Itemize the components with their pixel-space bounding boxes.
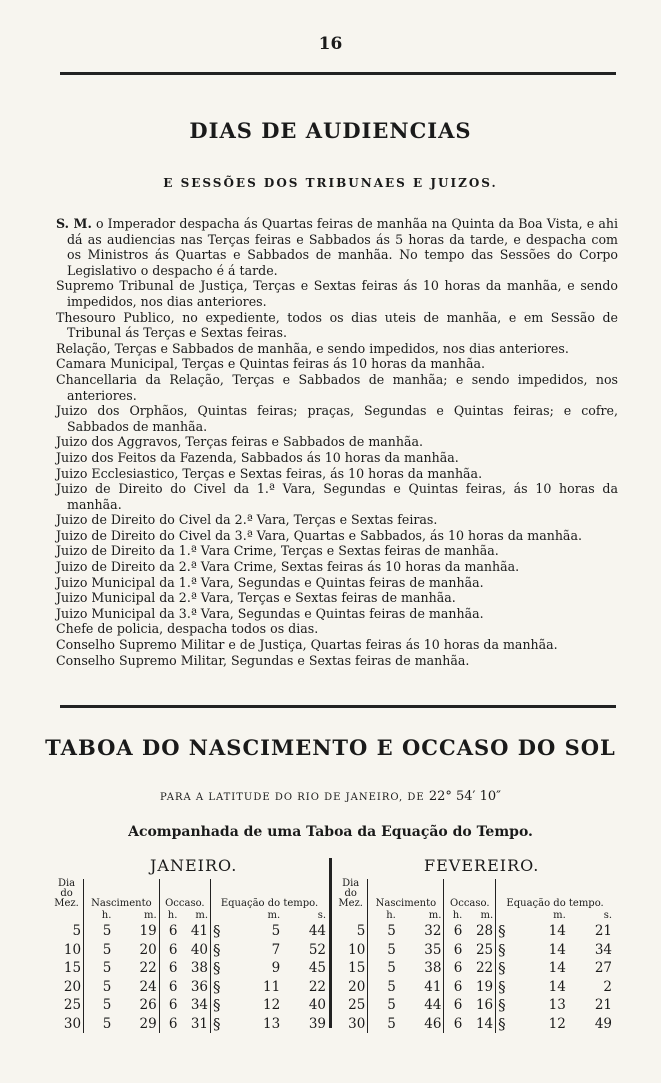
dia-cell: 10: [63, 941, 82, 958]
nascimento-h-cell: 5: [84, 959, 114, 978]
unit-m: m.: [553, 910, 566, 921]
audiencia-entry: [56, 528, 618, 544]
audiencia-entry: [56, 543, 618, 559]
dia-header-do: do: [344, 888, 357, 899]
nascimento-h-cell: 5: [84, 996, 114, 1015]
dia-header-mez: Mez.: [338, 898, 363, 909]
equacao-m-cell: 12: [262, 997, 281, 1013]
unit-m: m.: [480, 910, 494, 921]
unit-m: m.: [267, 910, 281, 921]
latitude-line: [0, 789, 661, 804]
nascimento-m-cell: 29: [139, 1015, 157, 1032]
occaso-header: Occaso.: [159, 879, 210, 909]
table-row: [334, 922, 614, 941]
nascimento-m-cell: 19: [139, 923, 157, 939]
nascimento-m-cell: 22: [139, 960, 157, 976]
nascimento-h-cell: 5: [368, 1015, 398, 1034]
table-row: [50, 941, 328, 960]
unit-m: m.: [428, 910, 442, 921]
equation-symbol: §: [496, 996, 522, 1015]
equacao-s-cell: 21: [594, 923, 612, 939]
occaso-m-cell: 25: [475, 941, 494, 958]
dia-header: [50, 879, 84, 909]
nascimento-m-cell: 24: [139, 978, 157, 995]
audiencia-entry: [56, 653, 618, 669]
entry-text: Juizo dos Orphãos, Quintas feiras; praças, Segundas e Quintas feiras; e cofre, Sabbados de manhãa.: [56, 403, 618, 434]
equation-symbol: §: [496, 959, 522, 978]
equacao-s-cell: 40: [308, 997, 326, 1013]
section-title-audiencias: DIAS DE AUDIENCIAS: [189, 118, 472, 143]
equacao-m-cell: 12: [548, 1015, 566, 1032]
table-row: [50, 996, 328, 1015]
entry-text: Thesouro Publico, no expediente, todos os dias uteis de manhãa, e em Sessão de Tribunal ás Terças e Sextas feiras.: [56, 309, 618, 341]
nascimento-h-cell: 5: [368, 941, 398, 960]
occaso-m-cell: 41: [190, 923, 209, 939]
occaso-h-cell: 6: [444, 959, 464, 978]
entry-text: Relação, Terças e Sabbados de manhãa, e sendo impedidos, nos dias anteriores.: [56, 340, 569, 356]
dia-header-do: do: [60, 888, 73, 899]
equation-symbol: §: [211, 922, 237, 941]
occaso-h-cell: 6: [444, 978, 464, 997]
entry-text: Conselho Supremo Militar e de Justiça, Quartas feiras ás 10 horas da manhãa.: [56, 637, 558, 653]
audiencia-entry: [56, 590, 618, 606]
equacao-header: Equação do tempo.: [496, 879, 614, 909]
month-separator: [329, 858, 332, 1028]
dia-header-dia: Dia: [342, 878, 360, 889]
occaso-h-cell: 6: [444, 1015, 464, 1034]
occaso-m-cell: 19: [475, 978, 494, 995]
audiencia-entry: [56, 481, 618, 512]
equation-symbol: §: [496, 978, 522, 997]
equation-symbol: §: [211, 978, 237, 997]
audiencia-entry: [56, 372, 618, 403]
table-row: [334, 996, 614, 1015]
unit-s: s.: [317, 910, 326, 921]
nascimento-h-cell: 5: [368, 922, 398, 941]
dia-header-dia: Dia: [57, 878, 76, 889]
table-row: [334, 941, 614, 960]
audiencia-entry: [56, 450, 618, 466]
occaso-h-cell: 6: [444, 922, 464, 941]
occaso-h-cell: 6: [159, 996, 179, 1015]
unit-empty: [496, 909, 522, 922]
occaso-header: Occaso.: [444, 879, 496, 909]
equacao-m-cell: 13: [262, 1015, 281, 1032]
audiencia-entry: [56, 310, 618, 341]
equacao-m-cell: 14: [548, 960, 566, 976]
audiencia-entry: [56, 356, 618, 372]
table-row: [334, 1015, 614, 1034]
unit-h: h.: [84, 909, 114, 922]
entry-text: Juizo Municipal da 2.ª Vara, Terças e Sextas feiras de manhãa.: [56, 590, 456, 606]
entry-text: Juizo de Direito da 2.ª Vara Crime, Sextas feiras ás 10 horas da manhãa.: [56, 559, 520, 575]
unit-m: m.: [195, 910, 209, 921]
occaso-h-cell: 6: [159, 922, 179, 941]
equacao-s-cell: 27: [594, 960, 612, 976]
nascimento-header: Nascimento: [368, 879, 444, 909]
sun-table-janeiro: [50, 879, 328, 1033]
unit-m: m.: [144, 910, 157, 921]
nascimento-h-cell: 5: [84, 978, 114, 997]
audiencia-entry: [56, 559, 618, 575]
month-title-janeiro: JANEIRO.: [150, 856, 238, 875]
audiencia-entry: [56, 278, 618, 309]
occaso-m-cell: 31: [190, 1015, 209, 1032]
audiencia-entry: [56, 403, 618, 434]
entry-head: S. M.: [56, 216, 92, 231]
table-row: [334, 959, 614, 978]
audiencia-entry: [56, 637, 618, 653]
equation-symbol: §: [211, 959, 237, 978]
audiencia-entry: [56, 606, 618, 622]
audiencia-entry: [56, 434, 618, 450]
dia-cell: 20: [348, 978, 366, 995]
occaso-h-cell: 6: [444, 996, 464, 1015]
unit-s: s.: [603, 910, 612, 921]
nascimento-h-cell: 5: [368, 996, 398, 1015]
dia-cell: 15: [63, 960, 82, 976]
table-row: [334, 978, 614, 997]
unit-empty: [211, 909, 237, 922]
table-row: [50, 978, 328, 997]
entry-text: Chefe de policia, despacha todos os dias.: [56, 621, 319, 637]
entry-text: Juizo dos Aggravos, Terças feiras e Sabbados de manhãa.: [56, 434, 424, 450]
entry-text: Conselho Supremo Militar, Segundas e Sextas feiras de manhãa.: [56, 652, 470, 668]
nascimento-m-cell: 35: [424, 941, 442, 958]
equacao-m-cell: 14: [548, 941, 566, 958]
equacao-s-cell: 49: [594, 1015, 612, 1032]
equacao-s-cell: 34: [594, 941, 612, 958]
unit-h: h.: [368, 909, 398, 922]
equation-symbol: §: [211, 941, 237, 960]
nascimento-m-cell: 26: [139, 997, 157, 1013]
page-number: 16: [318, 34, 343, 54]
section-title-taboa: TABOA DO NASCIMENTO E OCCASO DO SOL: [45, 735, 616, 760]
unit-empty: [50, 909, 84, 922]
occaso-m-cell: 14: [475, 1015, 494, 1032]
occaso-h-cell: 6: [159, 941, 179, 960]
sun-table-fevereiro: [334, 879, 614, 1033]
nascimento-m-cell: 32: [424, 923, 442, 939]
top-divider: [60, 72, 616, 75]
audiencia-entry: [56, 341, 618, 357]
equacao-m-cell: 11: [262, 978, 281, 995]
nascimento-h-cell: 5: [84, 941, 114, 960]
latitude-prefix: PARA A LATITUDE DO RIO DE JANEIRO, DE: [159, 792, 429, 803]
entry-text: Supremo Tribunal de Justiça, Terças e Sextas feiras ás 10 horas da manhãa, e sendo impedidos, nos dias anteriores.: [56, 278, 618, 309]
occaso-h-cell: 6: [159, 1015, 179, 1034]
equation-symbol: §: [211, 1015, 237, 1034]
unit-h: h.: [444, 909, 464, 922]
audiencia-entry: [56, 575, 618, 591]
occaso-m-cell: 40: [190, 941, 209, 958]
entry-text: Juizo Ecclesiastico, Terças e Sextas feiras, ás 10 horas da manhãa.: [56, 465, 483, 481]
latitude-value: 22° 54′ 10″: [428, 789, 502, 804]
nascimento-m-cell: 38: [424, 960, 442, 976]
equation-subtitle: Acompanhada de uma Taboa da Equação do Tempo.: [128, 824, 533, 840]
audiencia-entry: [56, 466, 618, 482]
section-subtitle-sessoes: E SESSÕES DOS TRIBUNAES E JUIZOS.: [163, 176, 498, 190]
entry-text: Juizo de Direito do Civel da 3.ª Vara, Quartas e Sabbados, ás 10 horas da manhãa.: [56, 527, 582, 543]
dia-cell: 30: [348, 1015, 366, 1032]
audiencia-entry: [56, 512, 618, 528]
entry-text: o Imperador despacha ás Quartas feiras de manhãa na Quinta da Boa Vista, e ahi dá as audiencias nas Terças feiras e Sabbados ás 5 horas da tarde, e despacha com os Ministros ás Quartas e Sabbados de manhãa. No tempo das Sessões do Corpo Legislativo o despacho é á tarde.: [67, 216, 618, 278]
nascimento-m-cell: 44: [424, 997, 442, 1013]
dia-cell: 25: [63, 997, 82, 1013]
equation-symbol: §: [496, 941, 522, 960]
dia-cell: 5: [72, 923, 82, 939]
nascimento-m-cell: 41: [424, 978, 442, 995]
entry-text: Juizo Municipal da 1.ª Vara, Segundas e Quintas feiras de manhãa.: [56, 574, 484, 590]
audiencia-entry: [56, 621, 618, 637]
occaso-h-cell: 6: [159, 959, 179, 978]
occaso-m-cell: 28: [475, 923, 494, 939]
nascimento-h-cell: 5: [368, 959, 398, 978]
occaso-h-cell: 6: [159, 978, 179, 997]
equacao-s-cell: 39: [308, 1015, 326, 1032]
occaso-m-cell: 16: [475, 997, 494, 1013]
unit-empty: [334, 909, 368, 922]
entry-text: Juizo dos Feitos da Fazenda, Sabbados ás 10 horas da manhãa.: [56, 449, 459, 465]
equacao-s-cell: 22: [308, 978, 326, 995]
month-title-fevereiro: FEVEREIRO.: [424, 856, 540, 875]
dia-header-mez: Mez.: [54, 898, 79, 909]
equacao-m-cell: 9: [271, 960, 281, 976]
nascimento-header: Nascimento: [84, 879, 160, 909]
equacao-header: Equação do tempo.: [211, 879, 328, 909]
equacao-s-cell: 45: [308, 960, 326, 976]
nascimento-h-cell: 5: [368, 978, 398, 997]
equacao-m-cell: 14: [548, 923, 566, 939]
dia-header: [334, 879, 368, 909]
dia-cell: 30: [63, 1015, 82, 1032]
dia-cell: 25: [348, 997, 366, 1013]
occaso-m-cell: 36: [190, 978, 209, 995]
audiencia-entry: [56, 216, 618, 278]
equacao-m-cell: 14: [548, 978, 566, 995]
entry-text: Camara Municipal, Terças e Quintas feiras ás 10 horas da manhãa.: [56, 356, 486, 372]
occaso-m-cell: 22: [475, 960, 494, 976]
occaso-m-cell: 38: [190, 960, 209, 976]
dia-cell: 10: [348, 941, 366, 958]
nascimento-h-cell: 5: [84, 922, 114, 941]
table-row: [50, 1015, 328, 1034]
occaso-h-cell: 6: [444, 941, 464, 960]
equation-symbol: §: [496, 922, 522, 941]
entry-text: Juizo de Direito do Civel da 1.ª Vara, Segundas e Quintas feiras, ás 10 horas da manhãa.: [56, 481, 618, 512]
equacao-m-cell: 7: [271, 941, 281, 958]
dia-cell: 5: [356, 923, 366, 939]
equacao-s-cell: 44: [308, 923, 326, 939]
table-row: [50, 922, 328, 941]
occaso-m-cell: 34: [190, 997, 209, 1013]
equacao-s-cell: 2: [603, 978, 612, 995]
entry-text: Juizo Municipal da 3.ª Vara, Segundas e Quintas feiras de manhãa.: [56, 605, 484, 621]
entry-text: Juizo de Direito da 1.ª Vara Crime, Terças e Sextas feiras de manhãa.: [56, 543, 499, 559]
equacao-s-cell: 21: [594, 997, 612, 1013]
equacao-s-cell: 52: [308, 941, 326, 958]
equation-symbol: §: [211, 996, 237, 1015]
equacao-m-cell: 5: [271, 923, 281, 939]
equacao-m-cell: 13: [548, 997, 566, 1013]
nascimento-m-cell: 20: [139, 941, 157, 958]
nascimento-h-cell: 5: [84, 1015, 114, 1034]
audiencias-list: [56, 216, 618, 668]
nascimento-m-cell: 46: [424, 1015, 442, 1032]
entry-text: Juizo de Direito do Civel da 2.ª Vara, Terças e Sextas feiras.: [56, 512, 438, 528]
table-row: [50, 959, 328, 978]
dia-cell: 20: [63, 978, 82, 995]
dia-cell: 15: [348, 960, 366, 976]
equation-symbol: §: [496, 1015, 522, 1034]
unit-h: h.: [159, 909, 179, 922]
entry-text: Chancellaria da Relação, Terças e Sabbados de manhãa; e sendo impedidos, nos anteriores.: [56, 371, 618, 403]
middle-divider: [60, 705, 616, 708]
